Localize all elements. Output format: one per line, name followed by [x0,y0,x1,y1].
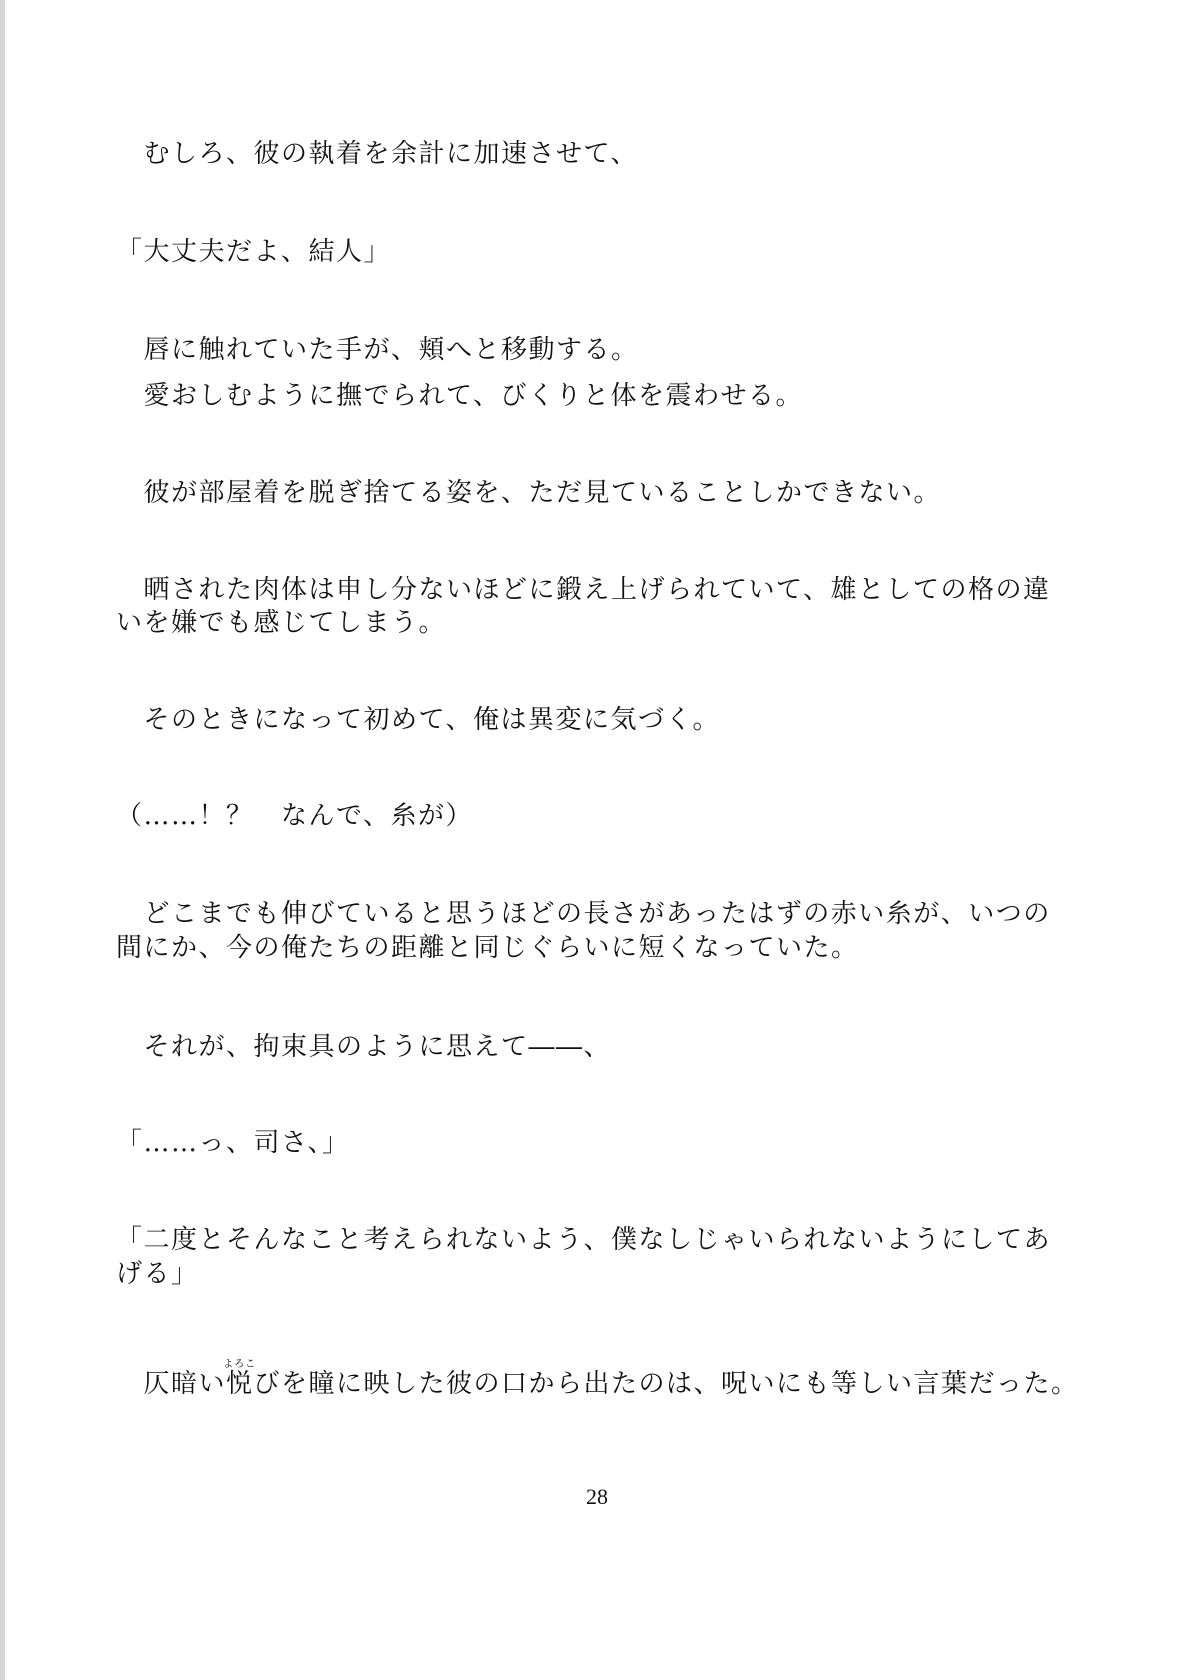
text-line: 「二度とそんなこと考えられないよう、僕なしじゃいられないようにしてあ [116,1225,1052,1255]
text-line: そのときになって初めて、俺は異変に気づく。 [116,705,720,735]
ruby-base: 悦 [223,1369,257,1399]
text-line: げる」 [116,1259,199,1289]
text-line: 愛おしむように撫でられて、びくりと体を震わせる。 [116,381,803,411]
text-line: 「大丈夫だよ、結人」 [116,237,392,267]
text-line: 彼が部屋着を脱ぎ捨てる姿を、ただ見ていることしかできない。 [116,478,942,508]
text-line: どこまでも伸びていると思うほどの長さがあったはずの赤い糸が、いつの [116,899,1051,929]
text-line: それが、拘束具のように思えて――、 [116,1032,612,1062]
text-line: むしろ、彼の執着を余計に加速させて、 [116,139,638,169]
text-line: （……！？ なんで、糸が） [116,801,473,831]
ruby-line-after: びを瞳に映した彼の口から出たのは、呪いにも等しい言葉だった。 [253,1369,1079,1399]
page-number: 28 [586,1484,608,1509]
text-line-with-ruby [116,1359,1079,1402]
ruby-line-before: 仄暗い [116,1369,227,1399]
text-line: 唇に触れていた手が、頬へと移動する。 [116,335,639,365]
text-line: 間にか、今の俺たちの距離と同じぐらいに短くなっていた。 [116,933,859,963]
text-line: いを嫌でも感じてしまう。 [116,608,447,638]
text-line: 「……っ、司さ、」 [116,1128,350,1158]
ruby-reading: よろこ [223,1359,257,1370]
text-line: 晒された肉体は申し分ないほどに鍛え上げられていて、雄としての格の違 [116,575,1051,605]
ruby-annotation [223,1359,257,1399]
